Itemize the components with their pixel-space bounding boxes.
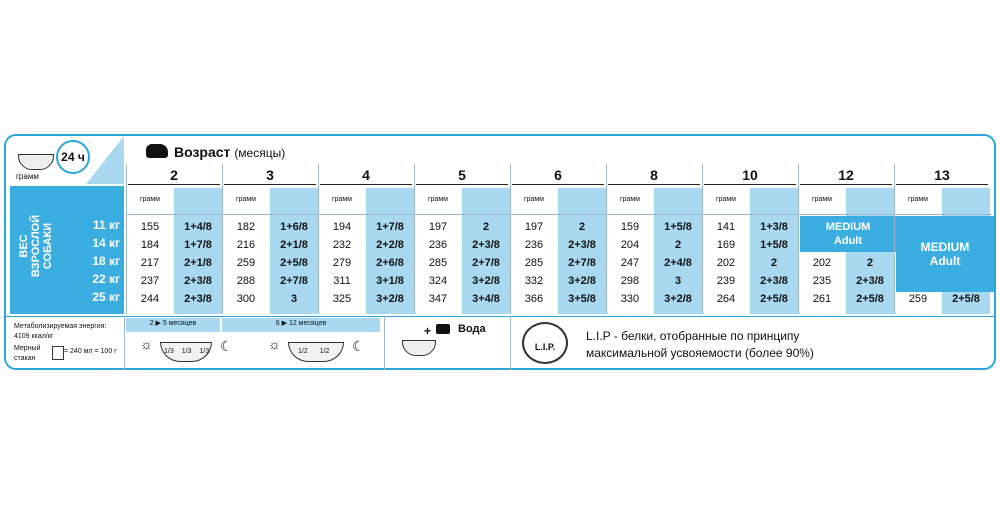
lip-text-line1: L.I.P - белки, отобранные по принципу bbox=[586, 329, 800, 343]
table-cell-cups: 1+5/8 bbox=[760, 239, 788, 251]
table-cell-grams: 247 bbox=[620, 257, 640, 269]
bowl-icon bbox=[18, 154, 54, 170]
table-cell-grams: 236 bbox=[524, 239, 544, 251]
sun-icon-2: ☼ bbox=[268, 336, 281, 352]
table-cell-grams: 261 bbox=[812, 293, 832, 305]
cup-info bbox=[14, 344, 41, 364]
table-cell-grams: 259 bbox=[908, 293, 928, 305]
table-cell-grams: 264 bbox=[716, 293, 736, 305]
dog-icon bbox=[146, 144, 168, 158]
table-cell-cups: 2+6/8 bbox=[376, 257, 404, 269]
table-cell-cups: 1+7/8 bbox=[376, 221, 404, 233]
table-cell-grams: 285 bbox=[524, 257, 544, 269]
fraction-2a: 1/2 bbox=[298, 348, 308, 355]
age-10: 10 bbox=[742, 167, 758, 183]
age-title bbox=[174, 144, 285, 160]
table-cell-grams: 298 bbox=[620, 275, 640, 287]
table-cell-grams: 169 bbox=[716, 239, 736, 251]
lip-logo-text: L.I.P. bbox=[534, 342, 556, 352]
table-cell-grams: 347 bbox=[428, 293, 448, 305]
table-cell-grams: 197 bbox=[428, 221, 448, 233]
table-cell-cups: 3+2/8 bbox=[664, 293, 692, 305]
age-4: 4 bbox=[362, 167, 370, 183]
gram-header: грамм bbox=[812, 196, 832, 203]
table-cell-grams: 155 bbox=[140, 221, 160, 233]
table-cell-grams: 235 bbox=[812, 275, 832, 287]
table-cell-cups: 2+3/8 bbox=[760, 275, 788, 287]
table-cell-cups: 2+3/8 bbox=[568, 239, 596, 251]
table-cell-cups: 3+2/8 bbox=[568, 275, 596, 287]
table-cell-grams: 300 bbox=[236, 293, 256, 305]
table-cell-cups: 3 bbox=[674, 275, 682, 287]
table-cell-grams: 194 bbox=[332, 221, 352, 233]
table-cell-grams: 182 bbox=[236, 221, 256, 233]
water-label: Вода bbox=[458, 323, 486, 335]
table-cell-cups: 2+7/8 bbox=[472, 257, 500, 269]
sun-icon-1: ☼ bbox=[140, 336, 153, 352]
age-13: 13 bbox=[934, 167, 950, 183]
fraction-2b: 1/2 bbox=[319, 348, 330, 355]
cup-equals: = 240 мл = 100 г bbox=[64, 348, 117, 355]
lip-text-line2: максимальной усвояемости (более 90%) bbox=[586, 346, 814, 360]
gram-header: грамм bbox=[428, 196, 448, 203]
timer-label: 24 ч bbox=[61, 150, 85, 164]
table-cell-grams: 237 bbox=[140, 275, 160, 287]
table-cell-cups: 2+5/8 bbox=[760, 293, 788, 305]
table-cell-cups: 3+2/8 bbox=[472, 275, 500, 287]
age-3: 3 bbox=[266, 167, 274, 183]
weight-1: 14 кг bbox=[92, 236, 120, 250]
weight-3: 22 кг bbox=[92, 272, 120, 286]
table-cell-cups: 2+2/8 bbox=[376, 239, 404, 251]
age-title-text: Возраст bbox=[174, 144, 231, 160]
medium-adult-2-line1: MEDIUM bbox=[920, 240, 970, 254]
small-cup-icon bbox=[52, 346, 64, 360]
table-cell-grams: 202 bbox=[716, 257, 736, 269]
table-cell-grams: 204 bbox=[620, 239, 640, 251]
gram-header: грамм bbox=[140, 196, 160, 203]
table-cell-cups: 2 bbox=[866, 257, 874, 269]
table-cell-cups: 2+3/8 bbox=[184, 275, 212, 287]
gram-header: грамм bbox=[332, 196, 352, 203]
table-cell-cups: 3+2/8 bbox=[376, 293, 404, 305]
fraction-1b: 1/3 bbox=[181, 348, 192, 355]
table-cell-grams: 366 bbox=[524, 293, 544, 305]
water-bowl-icon bbox=[402, 340, 436, 356]
table-cell-grams: 197 bbox=[524, 221, 544, 233]
gram-header: грамм bbox=[620, 196, 640, 203]
table-cell-cups: 3 bbox=[290, 293, 298, 305]
gram-header: грамм bbox=[524, 196, 544, 203]
weight-0: 11 кг bbox=[92, 218, 120, 232]
energy-line1: Метаболизируемая энергия: bbox=[14, 323, 107, 330]
table-cell-cups: 2+3/8 bbox=[856, 275, 884, 287]
table-cell-grams: 236 bbox=[428, 239, 448, 251]
energy-info bbox=[14, 322, 106, 342]
gram-header: грамм bbox=[236, 196, 256, 203]
gram-label: грамм bbox=[16, 172, 39, 181]
cup-line1: Мерный bbox=[14, 345, 41, 352]
plus-sign: + bbox=[424, 324, 432, 338]
table-cell-grams: 141 bbox=[716, 221, 736, 233]
table-cell-cups: 2+7/8 bbox=[280, 275, 308, 287]
table-cell-cups: 2 bbox=[482, 221, 490, 233]
age-unit: (месяцы) bbox=[234, 146, 286, 160]
table-cell-grams: 184 bbox=[140, 239, 160, 251]
fractions-1 bbox=[164, 348, 209, 355]
table-cell-grams: 311 bbox=[333, 275, 351, 287]
table-cell-cups: 2+1/8 bbox=[280, 239, 308, 251]
age-5: 5 bbox=[458, 167, 466, 183]
weight-title bbox=[18, 186, 58, 306]
age-2: 2 bbox=[170, 167, 178, 183]
medium-adult-2-line2: Adult bbox=[929, 254, 961, 268]
age-6: 6 bbox=[554, 167, 562, 183]
medium-adult-badge-1 bbox=[800, 216, 896, 252]
gram-header: грамм bbox=[908, 196, 928, 203]
period2-label: 6 ▶ 12 месяцев bbox=[275, 320, 327, 327]
table-cell-cups: 1+7/8 bbox=[184, 239, 212, 251]
table-cell-cups: 2 bbox=[674, 239, 682, 251]
table-cell-cups: 1+5/8 bbox=[664, 221, 692, 233]
table-cell-grams: 259 bbox=[236, 257, 256, 269]
table-cell-grams: 244 bbox=[140, 293, 160, 305]
fraction-1a: 1/3 bbox=[164, 348, 174, 355]
table-cell-cups: 2+1/8 bbox=[184, 257, 212, 269]
lip-description bbox=[586, 328, 814, 362]
period1-label: 2 ▶ 5 месяцев bbox=[149, 320, 197, 327]
fractions-2 bbox=[298, 348, 329, 355]
table-cell-cups: 1+4/8 bbox=[184, 221, 212, 233]
gram-header: грамм bbox=[716, 196, 736, 203]
table-cell-cups: 3+4/8 bbox=[472, 293, 500, 305]
table-cell-cups: 2 bbox=[770, 257, 778, 269]
table-cell-grams: 325 bbox=[332, 293, 352, 305]
weight-2: 18 кг bbox=[92, 254, 120, 268]
table-cell-cups: 3+5/8 bbox=[568, 293, 596, 305]
table-cell-cups: 2 bbox=[578, 221, 586, 233]
corner-triangle bbox=[86, 136, 124, 184]
table-cell-cups: 2+4/8 bbox=[664, 257, 692, 269]
table-cell-cups: 2+7/8 bbox=[568, 257, 596, 269]
table-cell-cups: 1+3/8 bbox=[760, 221, 788, 233]
table-cell-grams: 217 bbox=[140, 257, 160, 269]
medium-adult-badge-2 bbox=[896, 216, 994, 292]
table-cell-cups: 2+5/8 bbox=[280, 257, 308, 269]
faucet-icon bbox=[436, 324, 450, 334]
age-12: 12 bbox=[838, 167, 854, 183]
table-cell-grams: 159 bbox=[620, 221, 640, 233]
table-cell-grams: 288 bbox=[236, 275, 256, 287]
table-cell-grams: 285 bbox=[428, 257, 448, 269]
table-cell-cups: 2+3/8 bbox=[184, 293, 212, 305]
table-cell-cups: 2+5/8 bbox=[952, 293, 980, 305]
energy-line2: 4109 ккал/кг bbox=[14, 333, 54, 340]
weight-title-line2: ВЗРОСЛОЙ bbox=[30, 214, 42, 278]
table-cell-grams: 202 bbox=[812, 257, 832, 269]
table-cell-grams: 324 bbox=[428, 275, 448, 287]
table-cell-cups: 2+5/8 bbox=[856, 293, 884, 305]
table-cell-grams: 332 bbox=[524, 275, 544, 287]
fraction-1c: 1/3 bbox=[199, 348, 210, 355]
weight-title-line1: ВЕС bbox=[18, 234, 30, 258]
age-8: 8 bbox=[650, 167, 658, 183]
table-cell-grams: 216 bbox=[236, 239, 256, 251]
moon-icon-2: ☾ bbox=[352, 338, 365, 354]
moon-icon-1: ☾ bbox=[220, 338, 233, 354]
table-cell-grams: 232 bbox=[332, 239, 352, 251]
table-cell-cups: 1+6/8 bbox=[280, 221, 308, 233]
feeding-table bbox=[4, 134, 996, 370]
table-cell-grams: 279 bbox=[332, 257, 352, 269]
weight-4: 25 кг bbox=[92, 290, 120, 304]
medium-adult-1-line2: Adult bbox=[833, 235, 863, 247]
table-cell-cups: 2+3/8 bbox=[472, 239, 500, 251]
table-cell-cups: 3+1/8 bbox=[376, 275, 404, 287]
cup-line2: стакан bbox=[14, 355, 36, 362]
table-cell-grams: 239 bbox=[716, 275, 736, 287]
medium-adult-1-line1: MEDIUM bbox=[825, 221, 871, 233]
table-cell-grams: 330 bbox=[620, 293, 640, 305]
weight-title-line3: СОБАКИ bbox=[42, 222, 54, 270]
